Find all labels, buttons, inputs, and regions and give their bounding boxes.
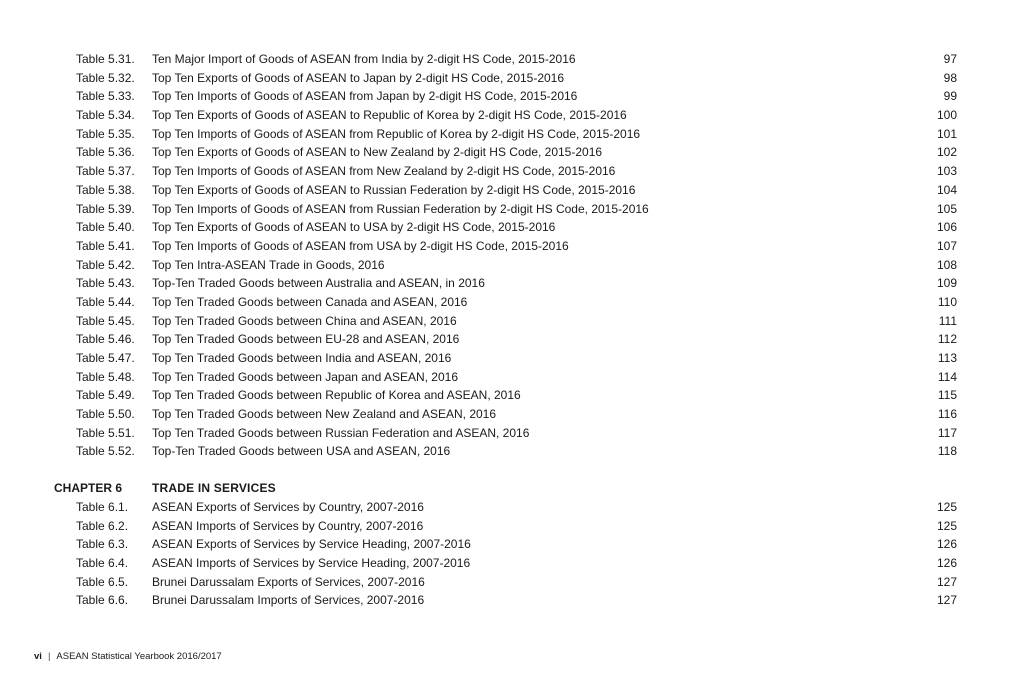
toc-entry: [0, 386, 1024, 405]
toc-entry: [0, 442, 1024, 461]
page-number: 115: [937, 388, 957, 403]
table-title: Top Ten Exports of Goods of ASEAN to New Zealand by 2-digit HS Code, 2015-2016: [152, 145, 603, 160]
table-number: Table 6.5.: [76, 574, 129, 589]
toc-entry: [0, 368, 1024, 387]
table-title: ASEAN Imports of Services by Country, 2007-2016: [152, 518, 424, 533]
page-number: 127: [936, 574, 957, 589]
table-number: Table 5.43.: [76, 276, 135, 291]
table-title: Top Ten Imports of Goods of ASEAN from Japan by 2-digit HS Code, 2015-2016: [152, 89, 578, 104]
toc-entry: [0, 256, 1024, 275]
table-title: Top Ten Traded Goods between India and ASEAN, 2016: [152, 351, 452, 365]
table-number: Table 6.2.: [76, 518, 129, 533]
table-number: Table 5.44.: [76, 294, 135, 309]
table-number: Table 5.49.: [76, 388, 135, 403]
table-title: Top Ten Imports of Goods of ASEAN from New Zealand by 2-digit HS Code, 2015-2016: [152, 164, 616, 179]
page-number: 109: [936, 276, 957, 291]
page-number: 113: [937, 351, 957, 365]
table-of-contents: [0, 50, 1024, 610]
table-title: Top Ten Traded Goods between Canada and ASEAN, 2016: [152, 294, 468, 309]
page-number: 126: [936, 537, 957, 552]
toc-entry: [0, 424, 1024, 443]
table-title: Top Ten Exports of Goods of ASEAN to Republic of Korea by 2-digit HS Code, 2015-2016: [152, 108, 627, 123]
table-title: Top Ten Intra-ASEAN Trade in Goods, 2016: [152, 257, 385, 272]
table-title: Brunei Darussalam Imports of Services, 2007-2016: [152, 593, 425, 608]
toc-entry: [0, 274, 1024, 293]
table-title: ASEAN Exports of Services by Service Heading, 2007-2016: [152, 537, 471, 552]
table-number: Table 5.41.: [76, 238, 135, 253]
toc-entry: [0, 162, 1024, 181]
page-number: 110: [937, 294, 957, 309]
toc-entry: [0, 591, 1024, 610]
page-number: 127: [936, 593, 957, 608]
toc-entry: [0, 125, 1024, 144]
table-number: Table 5.50.: [76, 407, 135, 422]
footer-page-number: vi: [34, 651, 42, 662]
table-title: Top Ten Traded Goods between Russian Federation and ASEAN, 2016: [152, 425, 530, 440]
page-number: 107: [936, 238, 957, 253]
page-number: 102: [936, 145, 957, 160]
table-title: Top Ten Traded Goods between Japan and ASEAN, 2016: [152, 369, 458, 384]
table-number: Table 5.46.: [76, 332, 135, 347]
page-number: 114: [937, 369, 957, 384]
toc-entry: [0, 517, 1024, 536]
page-number: 108: [936, 257, 957, 272]
table-title: Top-Ten Traded Goods between Australia and ASEAN, in 2016: [152, 276, 485, 291]
table-number: Table 5.42.: [76, 257, 135, 272]
footer-separator: |: [47, 651, 51, 662]
table-title: Ten Major Import of Goods of ASEAN from India by 2-digit HS Code, 2015-2016: [152, 52, 576, 66]
table-number: Table 6.6.: [76, 593, 129, 608]
table-title: Top Ten Imports of Goods of ASEAN from Republic of Korea by 2-digit HS Code, 2015-2016: [152, 126, 641, 141]
table-title: Top Ten Traded Goods between EU-28 and ASEAN, 2016: [152, 332, 460, 347]
page-number: 104: [936, 182, 957, 197]
toc-entry: [0, 293, 1024, 312]
table-number: Table 5.39.: [76, 201, 135, 216]
chapter-title: TRADE IN SERVICES: [152, 481, 276, 496]
table-title: Top Ten Exports of Goods of ASEAN to Russian Federation by 2-digit HS Code, 2015-2016: [152, 182, 636, 197]
table-title: Top Ten Exports of Goods of ASEAN to Japan by 2-digit HS Code, 2015-2016: [152, 70, 565, 85]
page-number: 116: [937, 407, 957, 422]
table-number: Table 5.52.: [76, 444, 135, 459]
table-number: Table 5.32.: [76, 70, 135, 85]
page-number: 103: [936, 164, 957, 179]
page-number: 112: [937, 332, 957, 347]
page-number: 126: [936, 555, 957, 570]
table-title: Top Ten Traded Goods between China and ASEAN, 2016: [152, 313, 457, 328]
page-number: 117: [937, 425, 957, 440]
page-number: 105: [936, 201, 957, 216]
table-number: Table 5.38.: [76, 182, 135, 197]
page-number: 99: [943, 89, 957, 104]
table-number: Table 5.35.: [76, 126, 135, 141]
table-title: Top Ten Exports of Goods of ASEAN to USA by 2-digit HS Code, 2015-2016: [152, 220, 556, 235]
table-number: Table 5.33.: [76, 89, 135, 104]
table-title: Top Ten Traded Goods between New Zealand and ASEAN, 2016: [152, 407, 497, 422]
toc-entry: [0, 554, 1024, 573]
table-number: Table 5.31.: [76, 52, 135, 66]
page-number: 106: [936, 220, 957, 235]
table-number: Table 5.47.: [76, 351, 135, 365]
toc-entry: [0, 535, 1024, 554]
table-title: ASEAN Exports of Services by Country, 2007-2016: [152, 499, 424, 514]
page-number: 97: [943, 52, 957, 66]
toc-entry: [0, 87, 1024, 106]
toc-entry: [0, 330, 1024, 349]
page-number: 100: [936, 108, 957, 123]
table-title: ASEAN Imports of Services by Service Heading, 2007-2016: [152, 555, 471, 570]
toc-entry: [0, 106, 1024, 125]
footer-publication-title: ASEAN Statistical Yearbook 2016/2017: [56, 651, 222, 662]
table-title: Top-Ten Traded Goods between USA and ASEAN, 2016: [152, 444, 451, 459]
table-title: Top Ten Imports of Goods of ASEAN from USA by 2-digit HS Code, 2015-2016: [152, 238, 569, 253]
chapter-heading: [0, 479, 1024, 498]
page-footer: [34, 651, 222, 662]
toc-entry: [0, 200, 1024, 219]
table-title: Top Ten Traded Goods between Republic of Korea and ASEAN, 2016: [152, 388, 521, 403]
table-title: Brunei Darussalam Exports of Services, 2007-2016: [152, 574, 425, 589]
table-number: Table 5.40.: [76, 220, 135, 235]
toc-entry: [0, 69, 1024, 88]
table-number: Table 5.45.: [76, 313, 135, 328]
toc-entry: [0, 312, 1024, 331]
toc-entry: [0, 498, 1024, 517]
table-number: Table 5.37.: [76, 164, 135, 179]
toc-entry: [0, 50, 1024, 69]
table-number: Table 6.1.: [76, 499, 129, 514]
table-number: Table 6.4.: [76, 555, 129, 570]
table-title: Top Ten Imports of Goods of ASEAN from Russian Federation by 2-digit HS Code, 2015-2016: [152, 201, 649, 216]
toc-entry: [0, 181, 1024, 200]
page-number: 125: [936, 499, 957, 514]
page-number: 101: [936, 126, 957, 141]
table-number: Table 5.51.: [76, 425, 135, 440]
page-number: 98: [943, 70, 957, 85]
table-number: Table 5.48.: [76, 369, 135, 384]
section-spacer: [0, 461, 1024, 479]
toc-entry: [0, 143, 1024, 162]
toc-entry: [0, 237, 1024, 256]
page-number: 118: [937, 444, 957, 459]
toc-entry: [0, 349, 1024, 368]
toc-entry: [0, 405, 1024, 424]
page-number: 111: [938, 313, 957, 328]
table-number: Table 5.36.: [76, 145, 135, 160]
toc-entry: [0, 573, 1024, 592]
chapter-number: CHAPTER 6: [54, 481, 123, 496]
table-number: Table 6.3.: [76, 537, 129, 552]
table-number: Table 5.34.: [76, 108, 135, 123]
page-number: 125: [936, 518, 957, 533]
toc-entry: [0, 218, 1024, 237]
